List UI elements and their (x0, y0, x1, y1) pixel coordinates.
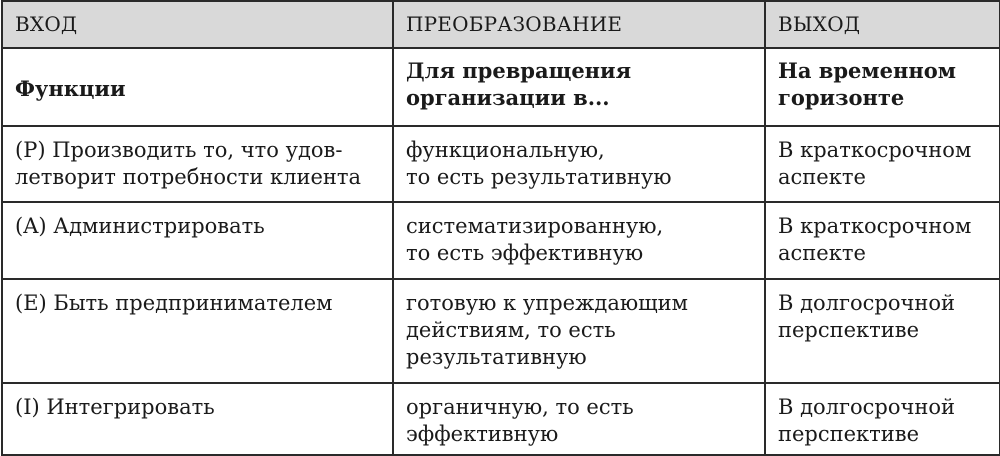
header-output: ВЫХОД (765, 1, 1000, 48)
horizon-line-2: аспекте (778, 165, 866, 189)
table-row-entrepreneur (2, 279, 1000, 383)
horizon-cell (765, 126, 1000, 202)
horizon-line-1: В долгосрочной (778, 291, 956, 315)
function-cell (2, 202, 393, 279)
header-input: ВХОД (2, 1, 393, 48)
horizon-cell (765, 383, 1000, 455)
function-line-1: (I) Интегрировать (15, 395, 215, 419)
horizon-line-1: В краткосрочном (778, 138, 972, 162)
subheader-transform-line-2: организации в... (406, 85, 610, 110)
paei-table (1, 0, 1000, 456)
function-line-2: летворит потребности клиента (15, 165, 362, 189)
subheader-functions (2, 48, 393, 126)
table-row-administer (2, 202, 1000, 279)
function-cell (2, 383, 393, 455)
horizon-line-1: В краткосрочном (778, 214, 972, 238)
table-row-integrate (2, 383, 1000, 455)
transform-line-2: то есть результативную (406, 165, 672, 189)
subheader-horizon-line-2: горизонте (778, 85, 905, 110)
horizon-line-2: аспекте (778, 241, 866, 265)
transform-line-1: систематизированную, (406, 214, 664, 238)
transform-cell (393, 126, 765, 202)
subheader-functions-text: Функции (15, 75, 126, 101)
subheader-row (2, 48, 1000, 126)
transform-cell (393, 383, 765, 455)
transform-line-3: результативную (406, 345, 587, 369)
subheader-transform-line-1: Для превращения (406, 58, 632, 83)
header-transform: ПРЕОБРАЗОВАНИЕ (393, 1, 765, 48)
transform-line-2: эффективную (406, 422, 559, 446)
transform-line-2: действиям, то есть (406, 318, 616, 342)
function-line-1: (A) Администрировать (15, 214, 265, 238)
transform-line-2: то есть эффективную (406, 241, 644, 265)
transform-cell (393, 279, 765, 383)
subheader-horizon (765, 48, 1000, 126)
transform-line-1: функциональную, (406, 138, 605, 162)
table-row-produce (2, 126, 1000, 202)
horizon-cell (765, 202, 1000, 279)
function-line-1: (E) Быть предпринимателем (15, 291, 333, 315)
horizon-line-2: перспективе (778, 318, 920, 342)
horizon-line-1: В долгосрочной (778, 395, 956, 419)
transform-cell (393, 202, 765, 279)
header-row (2, 1, 1000, 48)
subheader-horizon-line-1: На временном (778, 58, 956, 83)
transform-line-1: органичную, то есть (406, 395, 634, 419)
function-cell (2, 279, 393, 383)
function-cell (2, 126, 393, 202)
function-line-1: (P) Производить то, что удов- (15, 138, 343, 162)
transform-line-1: готовую к упреждающим (406, 291, 688, 315)
horizon-line-2: перспективе (778, 422, 920, 446)
horizon-cell (765, 279, 1000, 383)
subheader-transform (393, 48, 765, 126)
